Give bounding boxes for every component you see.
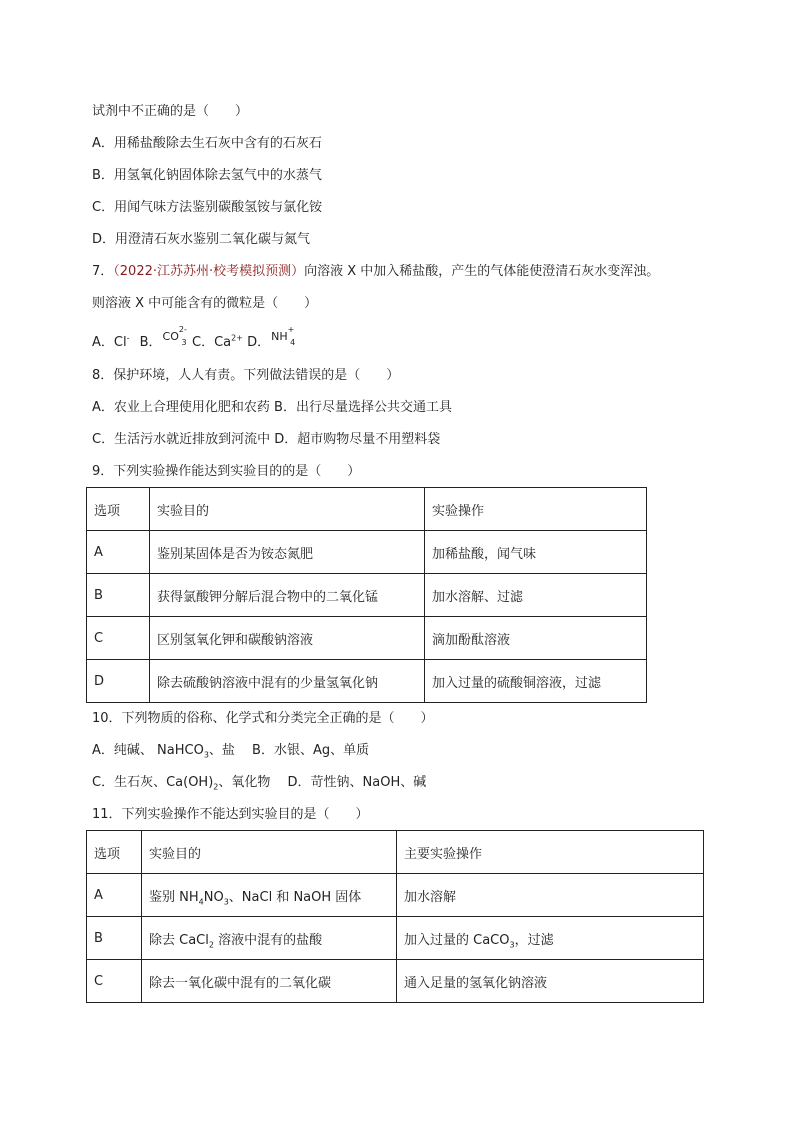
table-header-cell: 主要实验操作 — [397, 831, 704, 874]
q8-options-cd: C．生活污水就近排放到河流中 D．超市购物尽量不用塑料袋 — [92, 432, 441, 447]
table-row — [87, 917, 704, 960]
question-6-stem-tail: 试剂中不正确的是（ ） — [92, 104, 249, 119]
table-cell: 加水溶解 — [397, 874, 704, 917]
question-7-stem — [92, 263, 659, 281]
table-cell: 除去硫酸钠溶液中混有的少量氢氧化钠 — [150, 660, 425, 703]
question-11-table — [86, 830, 704, 1003]
table-header-cell: 选项 — [87, 488, 150, 531]
q6-option-c: C．用闻气味方法鉴别碳酸氢铵与氯化铵 — [92, 200, 323, 215]
table-cell: 除去 CaCl$_2$ 溶液中混有的盐酸 — [142, 917, 397, 960]
table-cell: B — [87, 917, 142, 960]
q7-source-tag: （2022·江苏苏州·校考模拟预测） — [113, 264, 305, 279]
question-9-stem: 9．下列实验操作能达到实验目的的是（ ） — [92, 464, 361, 479]
question-10-stem: 10．下列物质的俗称、化学式和分类完全正确的是（ ） — [92, 711, 434, 726]
table-cell: 获得氯酸钾分解后混合物中的二氧化锰 — [150, 574, 425, 617]
table-cell: B — [87, 574, 150, 617]
table-row — [87, 531, 647, 574]
table-cell: 加水溶解、过滤 — [425, 574, 647, 617]
q6-option-b: B．用氢氧化钠固体除去氢气中的水蒸气 — [92, 168, 322, 183]
table-row — [87, 960, 704, 1003]
q8-options-ab: A．农业上合理使用化肥和农药 B．出行尽量选择公共交通工具 — [92, 400, 452, 415]
table-row — [87, 660, 647, 703]
ammonium-ion: NH+ 4 — [271, 325, 296, 347]
table-cell: 加稀盐酸，闻气味 — [425, 531, 647, 574]
table-cell: 通入足量的氢氧化钠溶液 — [397, 960, 704, 1003]
table-cell: A — [87, 531, 150, 574]
q7-option-b: B．$CO^{2-}$ 3 — [139, 325, 187, 350]
q6-option-d: D．用澄清石灰水鉴别二氧化碳与氮气 — [92, 232, 311, 247]
table-cell: 区别氢氧化钾和碳酸钠溶液 — [150, 617, 425, 660]
table-header-cell: 选项 — [87, 831, 142, 874]
table-cell: 鉴别 $NH_4NO_3$、NaCl 和 NaOH 固体 — [142, 874, 397, 917]
table-row — [87, 574, 647, 617]
table-cell: 加入过量的 CaCO$_3$，过滤 — [397, 917, 704, 960]
table-row — [87, 874, 704, 917]
q7-option-d: D．NH+ 4 — [247, 325, 296, 350]
table-header-row — [87, 488, 647, 531]
table-cell: C — [87, 960, 142, 1003]
q10-options-cd: C．生石灰、$Ca(OH)_2$、氧化物 D．苛性钠、NaOH、碱 — [92, 775, 427, 792]
question-7-stem-line2: 则溶液 X 中可能含有的微粒是（ ） — [92, 296, 318, 311]
table-cell: 除去一氧化碳中混有的二氧化碳 — [142, 960, 397, 1003]
question-11-stem: 11．下列实验操作不能达到实验目的是（ ） — [92, 807, 369, 822]
carbonate-ion: $CO^{2-}$ 3 — [162, 325, 187, 347]
question-8-stem: 8．保护环境，人人有责。下列做法错误的是（ ） — [92, 368, 400, 383]
question-9-table — [86, 487, 647, 703]
table-cell: 加入过量的硫酸铜溶液，过滤 — [425, 660, 647, 703]
table-header-cell: 实验操作 — [425, 488, 647, 531]
table-cell: 鉴别某固体是否为铵态氮肥 — [150, 531, 425, 574]
table-header-row — [87, 831, 704, 874]
q7-number: 7． — [92, 264, 114, 279]
table-cell: D — [87, 660, 150, 703]
q10-options-ab: A．纯碱、 NaHCO$_3$、盐 B．水银、Ag、单质 — [92, 743, 370, 760]
table-row — [87, 617, 647, 660]
q7-option-c: C．$Ca^{2+}$ — [192, 333, 243, 350]
q7-options — [92, 325, 296, 352]
table-cell: 滴加酚酞溶液 — [425, 617, 647, 660]
table-header-cell: 实验目的 — [150, 488, 425, 531]
table-cell: C — [87, 617, 150, 660]
table-cell: A — [87, 874, 142, 917]
table-header-cell: 实验目的 — [142, 831, 397, 874]
q7-text: 向溶液 X 中加入稀盐酸，产生的气体能使澄清石灰水变浑浊。 — [304, 264, 660, 279]
q7-option-a: A．Cl- — [92, 333, 130, 350]
q6-option-a: A．用稀盐酸除去生石灰中含有的石灰石 — [92, 136, 322, 151]
